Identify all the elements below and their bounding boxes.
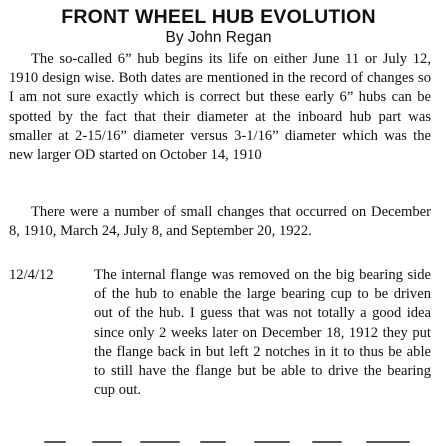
article-title: FRONT WHEEL HUB EVOLUTION [61,6,376,28]
article-byline: By John Regan [165,29,272,46]
change-entry-text: The internal flange was removed on the big bearing side of the hub to enable the large bearing cup to be driven out of the hub. I guess that was not totally a good idea since only 2 weeks later on December 18, 1912 they put the flange back in but left 2 notches in it to thus be able to still have the flange but be able to drive the bearing cup out. [94,267,431,399]
cut-off-text-line [44,440,424,446]
paragraph-small-changes: There were a number of small changes that occurred on December 8, 1910, March 24, July 8, and September 20, 1922. [9,204,431,240]
change-entry-date: 12/4/12 [9,267,54,283]
paragraph-hub-origin: The so-called 6” hub begins its life on either June 11 or July 12, 1910 design wise. Both dates are mentioned in the record of changes so I am not sure exactly which is correct but these early 6” hubs can be spotted by the fact that their diameter at the inboard hub part was smaller at 2-15/16” diameter versus 3-1/16” diameter which was the new larger OD started on October 14, 1910 [9,51,431,164]
